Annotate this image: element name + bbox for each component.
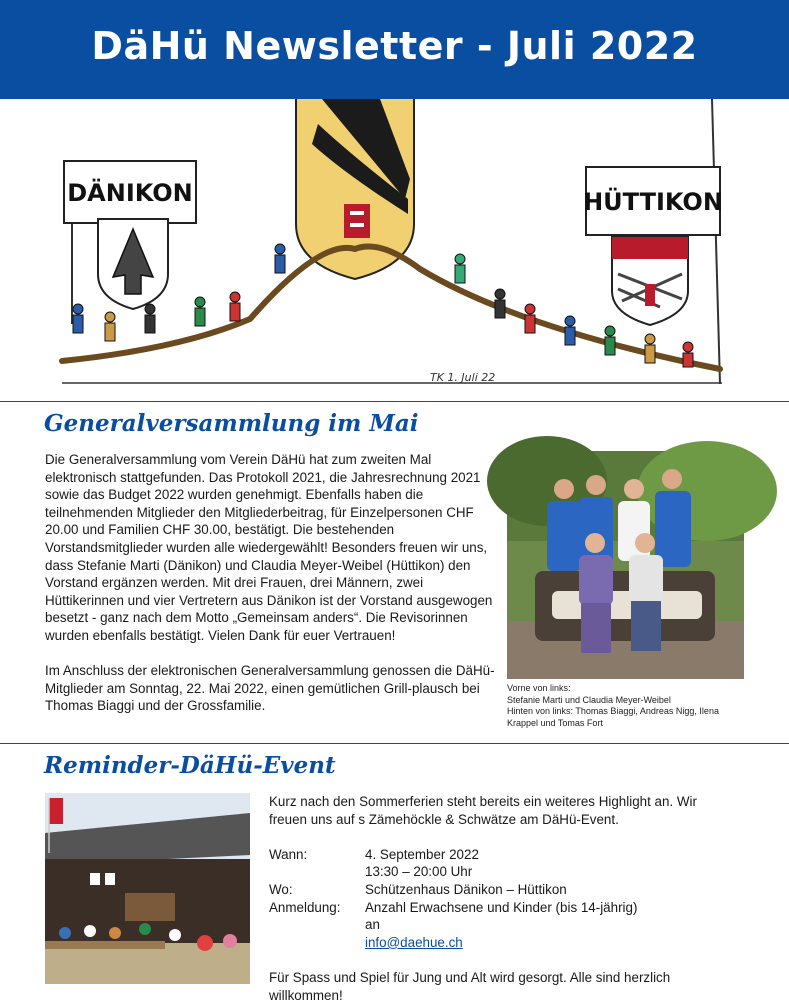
artist-signature: TK 1. Juli 22 — [430, 371, 496, 384]
event-intro: Kurz nach den Sommerferien steht bereits ein weiteres Highlight an. Wir freuen uns auf s Zämehöckle & Schwätze am DäHü-Event. — [269, 794, 697, 827]
event-detail-label-where: Wo: — [269, 881, 293, 897]
event-detail-label-when: Wann: — [269, 846, 308, 862]
caption-line: Hinten von links: Thomas Biaggi, Andreas Nigg, Ilena Krappel und Tomas Fort — [507, 706, 719, 728]
section-title-reminder-event: Reminder-DäHü-Event — [44, 752, 336, 779]
event-closing: Für Spass und Spiel für Jung und Alt wird gesorgt. Alle sind herzlich willkommen! — [269, 969, 671, 1003]
paragraph: Die Generalversammlung vom Verein DäHü hat zum zweiten Mal elektronisch stattgefunden. Das Protokoll 2021, die Jahresrechnung 2021 sowie das Budget 2022 wurden genehmigt. Ebenfalls haben die teilnehmenden Mitglieder den Mitgliederbeitrag, für Einzelpersonen CHF 20.00 und Familien CHF 30.00, bestätigt. Die bestehenden Vorstandsmitglieder wurden alle wiedergewählt! Besonders freuen wir uns, dass Stefanie Marti (Dänikon) und Claudia Meyer-Weibel (Hüttikon) den Vorstand ergänzen werden. Mit drei Frauen, drei Männern, zwei Hüttikerinnen und vier Vertretern aus Dänikon ist der Vorstand ausgewogen besetzt - ganz nach dem Motto „Gemeinsam anders“. Die Revisorinnen wurden ebenfalls bestätigt. Vielen Dank für euer Vertrauen! — [45, 452, 493, 643]
photo-caption — [507, 683, 747, 729]
event-detail-value-registration — [365, 899, 729, 952]
village-banner-illustration — [0, 99, 789, 395]
huttikon-sign-text: HÜTTIKON — [583, 188, 723, 216]
event-location: Schützenhaus Dänikon – Hüttikon — [365, 881, 567, 897]
registration-prefix: an — [365, 917, 384, 933]
section-title-generalversammlung: Generalversammlung im Mai — [44, 410, 419, 437]
registration-email-link[interactable]: info@daehue.ch — [365, 934, 463, 950]
shooting-house-photo — [45, 793, 250, 984]
event-info — [269, 793, 729, 1004]
registration-contact — [365, 916, 729, 951]
section-divider — [0, 401, 789, 402]
newsletter-title: DäHü Newsletter - Juli 2022 — [91, 23, 698, 68]
section-divider — [0, 743, 789, 744]
event-date: 4. September 2022 — [365, 846, 479, 862]
event-time: 13:30 – 20:00 Uhr — [365, 864, 473, 880]
caption-line: Stefanie Marti und Claudia Meyer-Weibel — [507, 694, 671, 705]
paragraph: Im Anschluss der elektronischen Generalversammlung genossen die DäHü-Mitglieder am Sonntag, 22. Mai 2022, einen gemütlichen Grill-plausch bei Thomas Biaggi und der Grossfamilie. — [45, 663, 495, 714]
event-details — [269, 846, 729, 952]
newsletter-header — [0, 0, 789, 99]
danikon-sign-text: DÄNIKON — [67, 179, 193, 207]
generalversammlung-text — [45, 451, 497, 715]
caption-line: Vorne von links: — [507, 683, 571, 693]
event-detail-value-when — [365, 846, 729, 881]
event-detail-label-registration: Anmeldung: — [269, 899, 341, 915]
board-group-photo — [507, 451, 744, 679]
registration-note: Anzahl Erwachsene und Kinder (bis 14-jährig) — [365, 899, 638, 915]
